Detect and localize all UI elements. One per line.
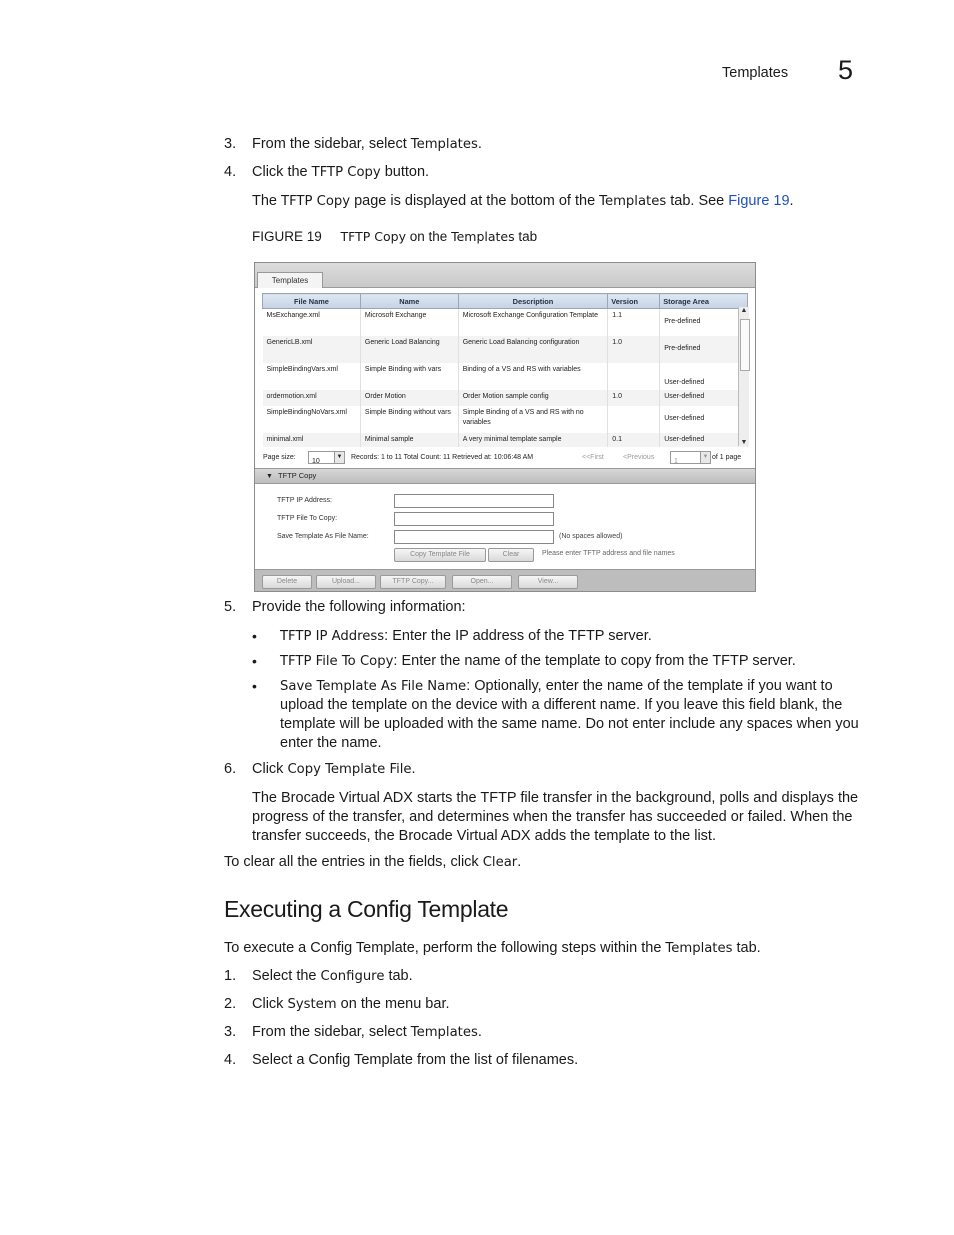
previous-page-link[interactable]: <Previous xyxy=(623,454,655,461)
scroll-thumb[interactable] xyxy=(740,319,750,371)
text: page is displayed at the bottom of the xyxy=(350,193,600,209)
page-size-value: 10 xyxy=(312,458,320,465)
cell-description: Order Motion sample config xyxy=(458,390,608,406)
page-number-value: 1 xyxy=(674,458,678,465)
table-row[interactable] xyxy=(263,309,748,336)
step-text: Click xyxy=(252,761,288,777)
cell-storage-area: User-defined xyxy=(660,433,748,447)
ui-term: TFTP Copy xyxy=(281,194,351,209)
cell-name: Simple Binding without vars xyxy=(360,406,458,433)
step-text: on the menu bar. xyxy=(336,996,450,1012)
cell-description: Generic Load Balancing configuration xyxy=(458,336,608,363)
text: tab. See xyxy=(666,193,729,209)
collapse-triangle-icon[interactable]: ▼ xyxy=(266,473,273,480)
step-number: 4. xyxy=(224,1052,237,1068)
bullet-save-as xyxy=(252,677,862,753)
ui-term: Copy Template File xyxy=(287,762,412,777)
bullet-icon: • xyxy=(252,653,257,669)
tab-bar xyxy=(255,263,755,288)
cell-file-name: GenericLB.xml xyxy=(263,336,361,363)
step-text: tab. xyxy=(384,968,413,984)
bullet-tftp-ip xyxy=(252,627,862,646)
cell-description: A very minimal template sample xyxy=(458,433,608,447)
step-text: From the sidebar, select xyxy=(252,1024,411,1040)
templates-screenshot xyxy=(254,262,756,592)
text: To clear all the entries in the fields, click xyxy=(224,854,483,870)
cell-name: Microsoft Exchange xyxy=(360,309,458,336)
column-header-description[interactable]: Description xyxy=(458,294,608,309)
table-row[interactable] xyxy=(263,433,748,447)
copy-template-file-button[interactable]: Copy Template File xyxy=(394,548,486,562)
cell-storage-area: User-defined xyxy=(660,406,748,433)
text: . xyxy=(517,854,522,870)
tab-templates[interactable]: Templates xyxy=(257,272,323,288)
cell-file-name: MsExchange.xml xyxy=(263,309,361,336)
exec-step-4 xyxy=(224,1052,578,1068)
cell-file-name: SimpleBindingVars.xml xyxy=(263,363,361,390)
cell-name: Simple Binding with vars xyxy=(360,363,458,390)
text: on the xyxy=(406,229,452,244)
ui-term: Templates xyxy=(665,941,733,956)
column-header-file-name[interactable]: File Name xyxy=(263,294,361,309)
bullet-icon: • xyxy=(252,678,257,694)
ui-term: Templates xyxy=(599,194,667,209)
chevron-down-icon: ▼ xyxy=(700,452,710,463)
cell-file-name: ordermotion.xml xyxy=(263,390,361,406)
bullet-tftp-file xyxy=(252,652,862,671)
cell-version xyxy=(608,406,660,433)
step-text: . xyxy=(477,1024,482,1040)
step-number: 1. xyxy=(224,968,237,984)
ui-term: Templates xyxy=(451,229,515,244)
table-row[interactable] xyxy=(263,406,748,433)
clear-button[interactable]: Clear xyxy=(488,548,534,562)
cell-storage-area: Pre-defined xyxy=(660,336,748,363)
records-summary: Records: 1 to 11 Total Count: 11 Retrieved at: 10:06:48 AM xyxy=(351,454,534,461)
chapter-number: 5 xyxy=(838,55,854,85)
scroll-up-icon[interactable]: ▲ xyxy=(740,307,748,314)
step-4 xyxy=(224,164,429,180)
step-number: 2. xyxy=(224,996,237,1012)
step-text: . xyxy=(411,761,416,777)
ui-term: TFTP Copy xyxy=(340,229,407,244)
cell-name: Minimal sample xyxy=(360,433,458,447)
tftp-copy-section-title: TFTP Copy xyxy=(278,471,317,480)
table-row[interactable] xyxy=(263,336,748,363)
step-number: 5. xyxy=(224,599,237,615)
page-size-label: Page size: xyxy=(263,454,296,461)
tftp-hint: Please enter TFTP address and file names xyxy=(542,550,675,557)
cell-name: Order Motion xyxy=(360,390,458,406)
step-text: From the sidebar, select xyxy=(252,136,411,152)
open-button[interactable]: Open... xyxy=(452,575,512,589)
page-number-select[interactable] xyxy=(670,451,711,464)
ui-term: Save Template As File Name xyxy=(280,679,467,694)
no-spaces-note: (No spaces allowed) xyxy=(559,533,623,540)
cell-version: 1.1 xyxy=(608,309,660,336)
ui-term: TFTP File To Copy xyxy=(280,654,394,669)
column-header-storage-area[interactable]: Storage Area xyxy=(660,294,748,309)
view-button[interactable]: View... xyxy=(518,575,578,589)
pager-bar xyxy=(262,450,748,466)
step-text: Select the xyxy=(252,968,321,984)
cell-storage-area: User-defined xyxy=(660,390,748,406)
text: : Enter the IP address of the TFTP server. xyxy=(384,628,652,644)
table-header-row xyxy=(263,294,748,309)
text: : Optionally, enter the name of the template if you want to upload the template on the device with a different name. If you leave this field blank, the template will be uploaded with the same name. Do not enter include any spaces when you enter the name. xyxy=(280,678,859,751)
scroll-down-icon[interactable]: ▼ xyxy=(740,439,748,446)
cell-version: 0.1 xyxy=(608,433,660,447)
table-row[interactable] xyxy=(263,390,748,406)
page-count: of 1 page xyxy=(712,454,742,461)
page-size-select[interactable] xyxy=(308,451,345,464)
cell-version: 1.0 xyxy=(608,336,660,363)
step-text: button. xyxy=(380,164,430,180)
ui-term: TFTP IP Address xyxy=(280,629,385,644)
ui-term: Configure xyxy=(320,969,385,984)
transfer-description: The Brocade Virtual ADX starts the TFTP file transfer in the background, polls and displays the progress of the transfer, and determines when the transfer has succeeded or failed. When the transfer succeeds, the Brocade Virtual ADX adds the template to the list. xyxy=(252,790,859,844)
cell-file-name: SimpleBindingNoVars.xml xyxy=(263,406,361,433)
figure-caption xyxy=(252,229,537,244)
chevron-down-icon: ▼ xyxy=(334,452,344,463)
cell-storage-area: Pre-defined xyxy=(660,309,748,336)
table-scrollbar[interactable] xyxy=(738,307,749,446)
exec-step-2 xyxy=(224,996,450,1012)
text: The xyxy=(252,193,282,209)
cell-file-name: minimal.xml xyxy=(263,433,361,447)
step-text: . xyxy=(477,136,482,152)
tftp-file-input[interactable] xyxy=(394,512,554,526)
step-text: Provide the following information: xyxy=(252,599,466,615)
exec-step-3 xyxy=(224,1024,482,1040)
templates-panel xyxy=(255,288,755,591)
step-number: 4. xyxy=(224,164,237,180)
step-text: Click the xyxy=(252,164,312,180)
bottom-toolbar xyxy=(255,569,755,592)
column-header-name[interactable]: Name xyxy=(360,294,458,309)
tftp-copy-form xyxy=(255,484,755,569)
clear-instruction xyxy=(224,854,521,870)
step-number: 6. xyxy=(224,761,237,777)
cell-version xyxy=(608,363,660,390)
step-number: 3. xyxy=(224,1024,237,1040)
ui-term: TFTP Copy xyxy=(311,165,381,180)
cell-name: Generic Load Balancing xyxy=(360,336,458,363)
tftp-copy-section-header[interactable] xyxy=(255,468,755,484)
ui-term: System xyxy=(287,997,337,1012)
column-header-version[interactable]: Version xyxy=(608,294,660,309)
text: tab xyxy=(514,229,538,244)
table-row[interactable] xyxy=(263,363,748,390)
cell-description: Microsoft Exchange Configuration Template xyxy=(458,309,608,336)
tftp-ip-input[interactable] xyxy=(394,494,554,508)
figure-reference-paragraph xyxy=(252,192,872,211)
upload-button[interactable]: Upload... xyxy=(316,575,376,589)
first-page-link[interactable]: <<First xyxy=(582,454,604,461)
tftp-file-label: TFTP File To Copy: xyxy=(277,515,338,522)
section-heading: Executing a Config Template xyxy=(224,896,509,922)
cell-description: Simple Binding of a VS and RS with no variables xyxy=(458,406,608,433)
cell-version: 1.0 xyxy=(608,390,660,406)
cell-storage-area: User-defined xyxy=(660,363,748,390)
text: . xyxy=(789,193,794,209)
tftp-ip-label: TFTP IP Address: xyxy=(277,497,332,504)
step-text: Click xyxy=(252,996,288,1012)
cell-description: Binding of a VS and RS with variables xyxy=(458,363,608,390)
step-5 xyxy=(224,599,466,615)
running-header-title: Templates xyxy=(722,65,789,81)
bullet-icon: • xyxy=(252,628,257,644)
delete-button[interactable]: Delete xyxy=(262,575,312,589)
figure-link[interactable]: Figure 19 xyxy=(728,193,790,209)
ui-term: Templates xyxy=(410,1025,478,1040)
ui-term: Templates xyxy=(410,137,478,152)
tftp-copy-button[interactable]: TFTP Copy... xyxy=(380,575,446,589)
templates-table xyxy=(262,293,748,447)
text: tab. xyxy=(732,940,761,956)
save-as-input[interactable] xyxy=(394,530,554,544)
text: To execute a Config Template, perform the following steps within the xyxy=(224,940,666,956)
exec-step-1 xyxy=(224,968,413,984)
step-number: 3. xyxy=(224,136,237,152)
step-6 xyxy=(224,761,416,777)
step-text: Select a Config Template from the list of filenames. xyxy=(252,1052,579,1068)
save-as-label: Save Template As File Name: xyxy=(277,533,369,540)
ui-term: Clear xyxy=(482,855,518,870)
figure-number: FIGURE 19 xyxy=(252,229,322,244)
section-intro xyxy=(224,940,761,956)
step-3 xyxy=(224,136,482,152)
text: : Enter the name of the template to copy from the TFTP server. xyxy=(393,653,796,669)
